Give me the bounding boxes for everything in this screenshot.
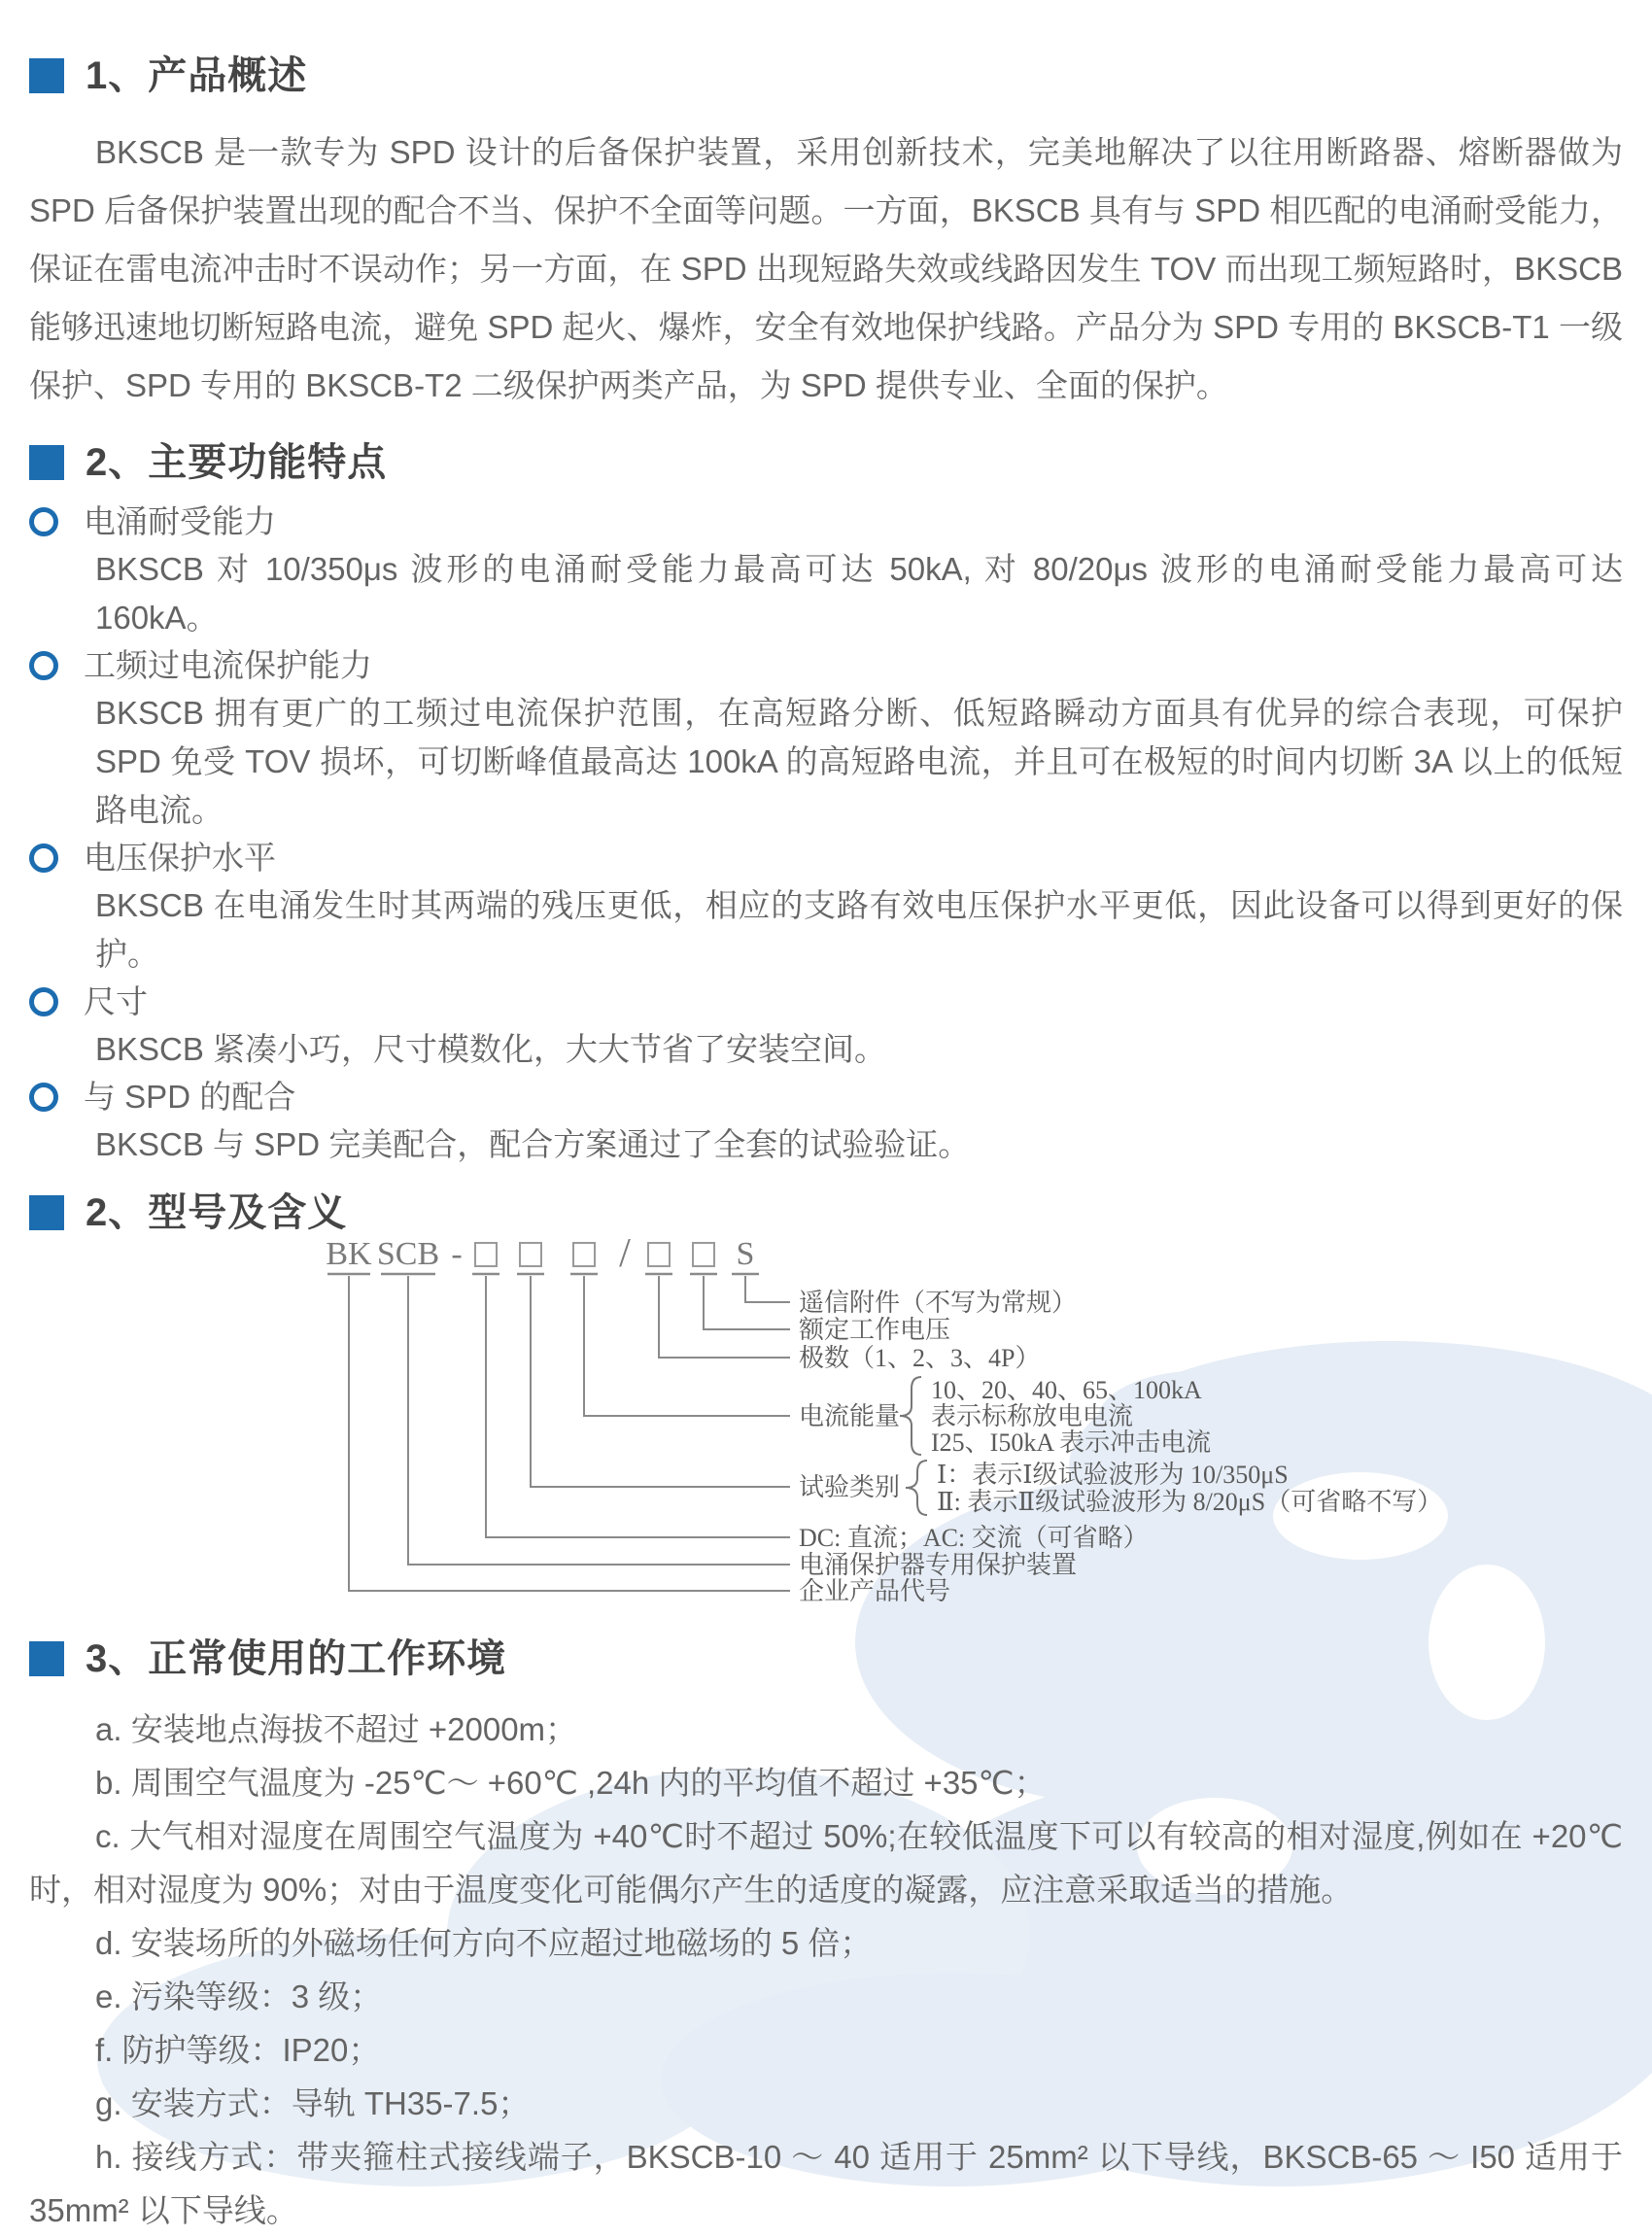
section-marker-square [29, 1641, 64, 1676]
diagram-current-line-1: 10、20、40、65、100kA [931, 1376, 1202, 1404]
left-brace-icon [900, 1377, 921, 1455]
bullet-ring-icon [29, 1083, 58, 1112]
section-marker-square [29, 58, 64, 93]
overview-paragraph: BKSCB 是一款专为 SPD 设计的后备保护装置，采用创新技术，完美地解决了以往用断路器、熔断器做为 SPD 后备保护装置出现的配合不当、保护不全面等问题。一方面，BKSCB 具有与 SPD 相匹配的电涌耐受能力，保证在雷电流冲击时不误动作；另一方面，在 SPD 出现短路失效或线路因发生 TOV 而出现工频短路时，BKSCB 能够迅速地切断短路电流，避免 SPD 起火、爆炸，安全有效地保护线路。产品分为 SPD 专用的 BKSCB-T1 一级保护、SPD 专用的 BKSCB-T2 二级保护两类产品，为 SPD 提供专业、全面的保护。 [29, 134, 1623, 403]
feature-label: 电压保护水平 [84, 840, 276, 876]
feature-item [29, 642, 1623, 689]
feature-description: BKSCB 在电涌发生时其两端的残压更低，相应的支路有效电压保护水平更低，因此设备可以得到更好的保护。 [95, 887, 1623, 972]
environment-item-b: b. 周围空气温度为 -25℃～ +60℃ ,24h 内的平均值不超过 +35℃； [95, 1765, 1047, 1801]
diagram-test-line-1: Ⅰ：表示Ⅰ级试验波形为 10/350μS [937, 1461, 1289, 1489]
section-title-model: 2、型号及含义 [86, 1191, 348, 1234]
diagram-current-line-2: 表示标称放电电流 [931, 1402, 1134, 1430]
environment-item-d: d. 安装场所的外磁场任何方向不应超过地磁场的 5 倍； [95, 1925, 873, 1961]
diagram-label-rated-voltage: 额定工作电压 [799, 1316, 951, 1344]
bullet-ring-icon [29, 651, 58, 680]
model-code-scb: SCB [376, 1236, 440, 1272]
section-marker-square [29, 445, 64, 480]
section-heading-overview [29, 53, 1623, 98]
model-code-dash: - [451, 1236, 463, 1272]
environment-list [29, 1703, 1623, 2237]
feature-item [29, 1074, 1623, 1120]
diagram-current-line-3: I25、I50kA 表示冲击电流 [931, 1428, 1212, 1457]
feature-label: 工频过电流保护能力 [84, 647, 372, 683]
environment-item-c: c. 大气相对湿度在周围空气温度为 +40℃时不超过 50%;在较低温度下可以有较高的相对湿度,例如在 +20℃时，相对湿度为 90%；对由于温度变化可能偶尔产生的适度的凝露，应注意采取适当的措施。 [29, 1818, 1623, 1908]
environment-item-e: e. 污染等级：3 级； [95, 1979, 383, 2014]
feature-label: 尺寸 [84, 983, 148, 1019]
diagram-test-line-2: Ⅱ: 表示Ⅱ级试验波形为 8/20μS（可省略不写） [937, 1488, 1443, 1516]
model-code-bk: BK [326, 1236, 372, 1272]
section-heading-model [29, 1190, 1623, 1235]
model-code-s: S [736, 1236, 755, 1272]
diagram-label-current-energy: 电流能量 [799, 1402, 901, 1430]
feature-label: 电涌耐受能力 [84, 503, 276, 539]
bullet-ring-icon [29, 987, 58, 1016]
diagram-label-test-class: 试验类别 [799, 1473, 901, 1501]
model-code-slash: / [619, 1231, 631, 1276]
bullet-ring-icon [29, 843, 58, 873]
feature-list [29, 499, 1623, 1169]
feature-label: 与 SPD 的配合 [84, 1079, 296, 1115]
feature-description: BKSCB 与 SPD 完美配合，配合方案通过了全套的试验验证。 [95, 1126, 971, 1162]
feature-description: BKSCB 紧凑小巧，尺寸模数化，大大节省了安装空间。 [95, 1031, 887, 1067]
section-heading-features [29, 440, 1623, 485]
model-code-placeholder-box [573, 1243, 595, 1266]
environment-item-g: g. 安装方式：导轨 TH35-7.5； [95, 2085, 531, 2121]
environment-item-h: h. 接线方式：带夹箍柱式接线端子，BKSCB-10 ～ 40 适用于 25mm² 以下导线，BKSCB-65 ～ I50 适用于 35mm² 以下导线。 [29, 2139, 1623, 2228]
feature-description: BKSCB 对 10/350μs 波形的电涌耐受能力最高可达 50kA, 对 80/20μs 波形的电涌耐受能力最高可达 160kA。 [95, 551, 1623, 636]
section-title-features: 2、主要功能特点 [86, 441, 388, 484]
model-code-placeholder-box [693, 1243, 714, 1266]
diagram-label-dc-ac: DC: 直流；AC: 交流（可省略） [799, 1524, 1149, 1552]
feature-item [29, 979, 1623, 1025]
bullet-ring-icon [29, 507, 58, 536]
diagram-label-remote-signal: 遥信附件（不写为常规） [799, 1289, 1078, 1317]
model-code-placeholder-box [648, 1243, 670, 1266]
model-code-diagram [29, 1231, 1623, 1619]
model-code-placeholder-box [520, 1243, 541, 1266]
diagram-label-spd-device: 电涌保护器专用保护装置 [799, 1551, 1078, 1579]
feature-description: BKSCB 拥有更广的工频过电流保护范围，在高短路分断、低短路瞬动方面具有优异的综合表现，可保护 SPD 免受 TOV 损坏，可切断峰值最高达 100kA 的高短路电流，并且可在极短的时间内切断 3A 以上的低短路电流。 [95, 695, 1623, 828]
feature-item [29, 499, 1623, 545]
section-marker-square [29, 1195, 64, 1230]
left-brace-icon [906, 1461, 927, 1515]
section-title-environment: 3、正常使用的工作环境 [86, 1637, 507, 1680]
diagram-label-company-code: 企业产品代号 [799, 1577, 951, 1605]
environment-item-f: f. 防护等级：IP20； [95, 2032, 381, 2068]
model-code-placeholder-box [475, 1243, 497, 1266]
diagram-label-poles: 极数（1、2、3、4P） [799, 1344, 1041, 1372]
feature-item [29, 835, 1623, 881]
section-title-overview: 1、产品概述 [86, 54, 308, 97]
environment-item-a: a. 安装地点海拔不超过 +2000m； [95, 1711, 578, 1747]
section-heading-environment [29, 1636, 1623, 1681]
